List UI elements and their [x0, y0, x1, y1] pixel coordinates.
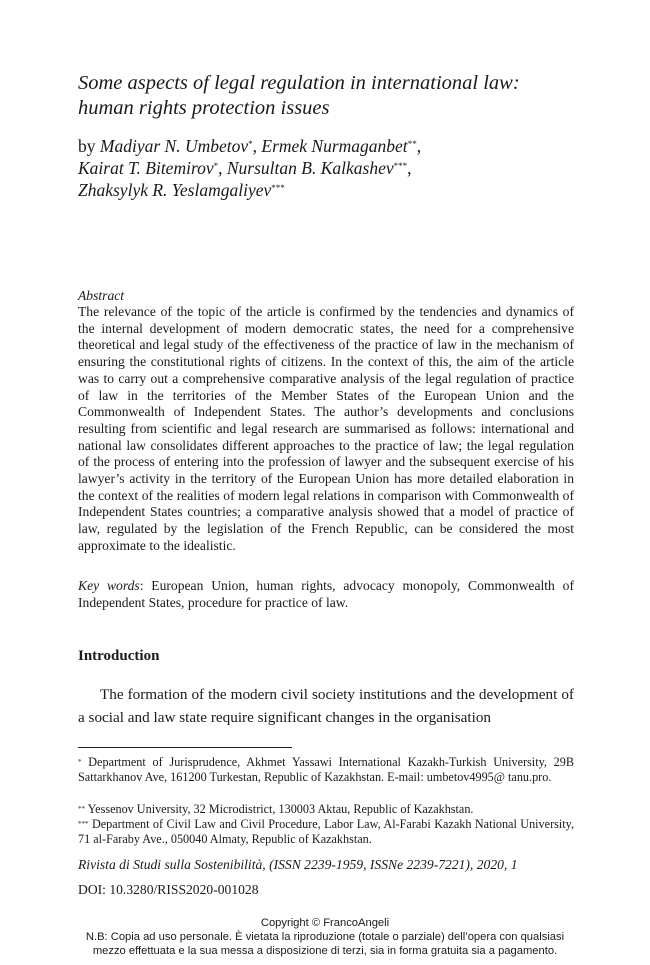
footnote-2 [78, 802, 574, 817]
footnote-text: Department of Jurisprudence, Akhmet Yassawi International Kazakh-Turkish University, 29B Sattarkhanov Ave, 161200 Turkestan, Republic of Kazakhstan. E-mail: umbetov4995@ tanu.pro. [78, 755, 574, 784]
abstract-heading: Abstract [78, 288, 125, 303]
paper-title [78, 71, 598, 121]
author-name: Nursultan B. Kalkashev [226, 158, 394, 178]
journal-citation: Rivista di Studi sulla Sostenibilità, (ISSN 2239-1959, ISSNe 2239-7221), 2020, 1 [78, 857, 518, 872]
footnote-mark: * [78, 758, 82, 766]
affiliation-mark: ** [407, 139, 417, 149]
keywords-text: : European Union, human rights, advocacy monopoly, Commonwealth of Independent States, procedure for practice of law. [78, 578, 574, 610]
author-line-3 [78, 179, 598, 201]
usage-notice-line-2: mezzo effettuata e la sua messa a disposizione di terzi, sia in forma gratuita sia a pagamento. [92, 945, 558, 957]
author-separator: , [407, 158, 412, 178]
affiliation-mark: *** [393, 161, 408, 171]
author-separator: , [416, 136, 422, 156]
author-separator: , [252, 136, 262, 156]
footnote-1 [78, 755, 574, 785]
abstract-text: The relevance of the topic of the article is confirmed by the tendencies and dynamics of the internal development of modern democratic states, the need for a comprehensive theoretical and legal study of the effectiveness of the practice of law in the mechanism of ensuring the constitutional rights of citizens. In the context of this, the aim of the article was to carry out a comprehensive comparative analysis of the legal regulation of practice of law in the territories of the Member States of the European Union and the Commonwealth of Independent States. The author’s developments and conclusions resulting from scientific and legal research are summarised as follows: international and national law consolidates different approaches to the practice of law; the legal regulation of the process of entering into the profession of lawyer and the subsequent exercise of his lawyer’s activity in the territory of the European Union has more detailed elaboration in the context of the realities of modern legal relations in comparison with Commonwealth of Independent States countries; a comparative analysis showed that a model of practice of law, regulated by the legislation of the French Republic, can be considered the most approximate to the idealistic. [78, 304, 574, 553]
doi-line: DOI: 10.3280/RISS2020-001028 [78, 882, 259, 897]
author-separator: , [218, 158, 227, 178]
title-line-1: Some aspects of legal regulation in international law: [78, 72, 520, 94]
keywords-paragraph [78, 577, 574, 611]
footnote-mark: ** [78, 805, 85, 813]
author-list [78, 135, 598, 201]
footnote-mark: *** [78, 820, 89, 828]
section-heading: Introduction [78, 648, 160, 664]
usage-notice-line-1: N.B: Copia ad uso personale. È vietata la riproduzione (totale o parziale) dell’opera con qualsiasi [85, 931, 565, 943]
affiliation-mark: * [213, 161, 219, 171]
affiliation-mark: * [248, 139, 253, 149]
intro-paragraph: The formation of the modern civil society institutions and the development of a social and law state require significant changes in the organisation [78, 686, 574, 726]
usage-notice [0, 930, 650, 958]
author-name: Ermek Nurmaganbet [261, 136, 408, 156]
author-name: Madiyar N. Umbetov [99, 136, 249, 156]
footnote-text: Yessenov University, 32 Microdistrict, 130003 Aktau, Republic of Kazakhstan. [85, 802, 474, 816]
title-line-2: human rights protection issues [78, 97, 330, 119]
footnote-text: Department of Civil Law and Civil Procedure, Labor Law, Al-Farabi Kazakh National University, 71 al-Faraby Ave., 050040 Almaty, Republic of Kazakhstan. [78, 817, 574, 846]
footnote-divider [78, 747, 292, 748]
footnote-3 [78, 817, 574, 847]
keywords-label: Key words [78, 578, 140, 593]
author-line-1 [78, 135, 598, 157]
by-label: by [78, 136, 100, 156]
author-name: Zhaksylyk R. Yeslamgaliyev [78, 180, 272, 200]
author-line-2 [78, 157, 598, 179]
copyright-notice: Copyright © FrancoAngeli [260, 917, 390, 929]
author-name: Kairat T. Bitemirov [78, 158, 214, 178]
affiliation-mark: *** [271, 183, 285, 193]
